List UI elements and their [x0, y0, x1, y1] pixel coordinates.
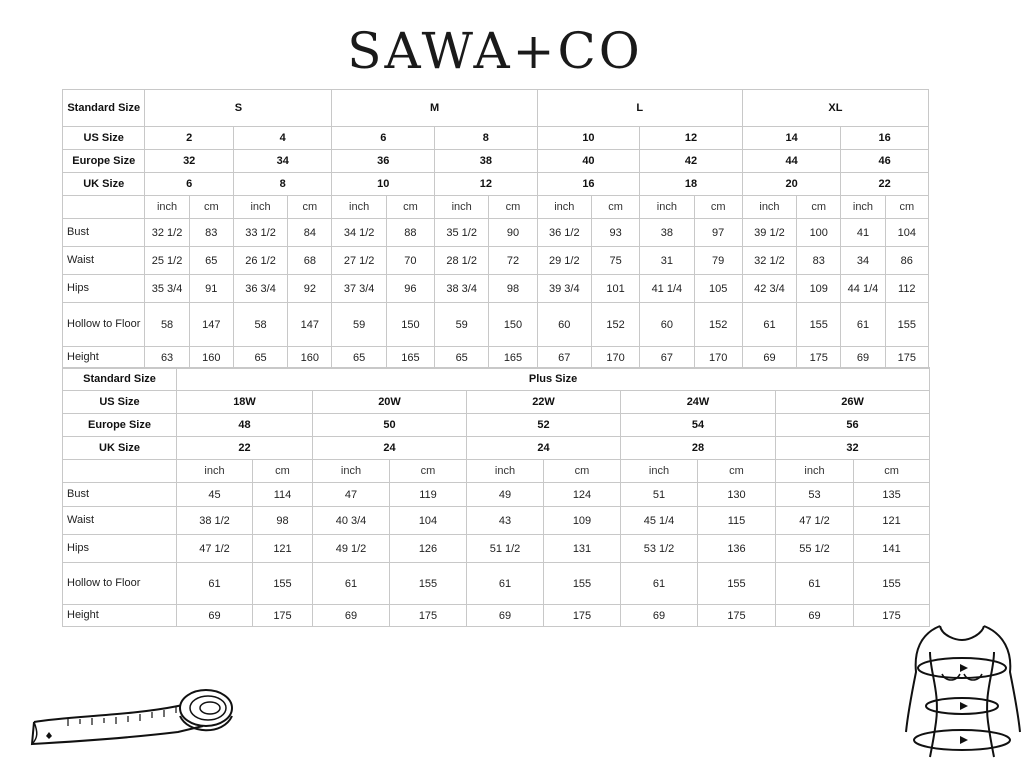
- size-cell: 48: [177, 414, 313, 437]
- measurement-value: 69: [742, 347, 796, 369]
- measurement-row: [63, 219, 929, 247]
- group-header-row: [63, 90, 929, 127]
- measurement-value: 39 1/2: [742, 219, 796, 247]
- unit-cm: cm: [591, 196, 639, 219]
- measurement-value: 39 3/4: [537, 275, 591, 303]
- measurement-value: 25 1/2: [145, 247, 189, 275]
- measurement-value: 59: [435, 303, 489, 347]
- size-cell: 40: [537, 150, 640, 173]
- unit-inch: inch: [435, 196, 489, 219]
- size-cell: 6: [332, 127, 435, 150]
- size-chart-plus: [62, 367, 930, 627]
- measurement-value: 100: [797, 219, 841, 247]
- measurement-value: 165: [386, 347, 434, 369]
- size-cell: 42: [640, 150, 743, 173]
- measurement-row: [63, 247, 929, 275]
- unit-cm: cm: [694, 196, 742, 219]
- measurement-value: 51 1/2: [467, 535, 544, 563]
- measurement-value: 38 3/4: [435, 275, 489, 303]
- size-cell: 32: [776, 437, 930, 460]
- measurement-value: 61: [621, 563, 698, 605]
- measurement-value: 55 1/2: [776, 535, 854, 563]
- unit-inch: inch: [145, 196, 189, 219]
- measurement-value: 155: [253, 563, 313, 605]
- measurement-value: 61: [177, 563, 253, 605]
- measurement-value: 97: [694, 219, 742, 247]
- measurement-value: 61: [742, 303, 796, 347]
- tape-measure-icon: [28, 686, 238, 748]
- measurement-value: 109: [797, 275, 841, 303]
- size-cell: 8: [435, 127, 538, 150]
- measurement-value: 53 1/2: [621, 535, 698, 563]
- measurement-value: 70: [386, 247, 434, 275]
- measurement-row: [63, 563, 930, 605]
- measurement-value: 32 1/2: [742, 247, 796, 275]
- measurement-value: 34 1/2: [332, 219, 386, 247]
- group-xl: XL: [742, 90, 928, 127]
- measurement-value: 63: [145, 347, 189, 369]
- size-cell: 10: [537, 127, 640, 150]
- group-header-row: [63, 368, 930, 391]
- unit-inch: inch: [742, 196, 796, 219]
- measurement-value: 34: [841, 247, 885, 275]
- measurement-value: 69: [776, 605, 854, 627]
- measurement-value: 53: [776, 483, 854, 507]
- measurement-value: 28 1/2: [435, 247, 489, 275]
- unit-cm: cm: [288, 196, 332, 219]
- measurement-value: 124: [544, 483, 621, 507]
- size-cell: 6: [145, 173, 233, 196]
- size-cell: 18: [640, 173, 743, 196]
- measurement-value: 32 1/2: [145, 219, 189, 247]
- measurement-value: 152: [694, 303, 742, 347]
- measurement-value: 175: [698, 605, 776, 627]
- measurement-value: 170: [694, 347, 742, 369]
- measurement-row: [63, 605, 930, 627]
- measurement-value: 92: [288, 275, 332, 303]
- measurement-label: Hips: [63, 275, 145, 303]
- measurement-value: 69: [177, 605, 253, 627]
- measurement-row: [63, 275, 929, 303]
- measurement-value: 45: [177, 483, 253, 507]
- measurement-value: 136: [698, 535, 776, 563]
- measurement-value: 72: [489, 247, 537, 275]
- size-cell: 56: [776, 414, 930, 437]
- measurement-value: 65: [233, 347, 287, 369]
- measurement-value: 26 1/2: [233, 247, 287, 275]
- measurement-value: 152: [591, 303, 639, 347]
- measurement-label: Height: [63, 347, 145, 369]
- measurement-value: 88: [386, 219, 434, 247]
- measurement-value: 155: [885, 303, 928, 347]
- size-cell: 32: [145, 150, 233, 173]
- units-blank: [63, 196, 145, 219]
- size-cell: 34: [233, 150, 332, 173]
- row-label: US Size: [63, 391, 177, 414]
- measurement-value: 47: [313, 483, 390, 507]
- measurement-value: 112: [885, 275, 928, 303]
- measurement-value: 33 1/2: [233, 219, 287, 247]
- measurement-value: 47 1/2: [776, 507, 854, 535]
- measurement-value: 69: [467, 605, 544, 627]
- measurement-value: 175: [544, 605, 621, 627]
- measurement-value: 61: [776, 563, 854, 605]
- unit-cm: cm: [698, 460, 776, 483]
- measurement-value: 150: [489, 303, 537, 347]
- size-cell: 16: [841, 127, 929, 150]
- us-size-row: [63, 391, 930, 414]
- size-cell: 20: [742, 173, 841, 196]
- body-measurement-icon: [900, 622, 1022, 762]
- measurement-value: 35 1/2: [435, 219, 489, 247]
- measurement-value: 61: [467, 563, 544, 605]
- measurement-value: 59: [332, 303, 386, 347]
- measurement-value: 45 1/4: [621, 507, 698, 535]
- unit-cm: cm: [885, 196, 928, 219]
- measurement-value: 141: [854, 535, 930, 563]
- uk-size-row: [63, 173, 929, 196]
- unit-inch: inch: [640, 196, 694, 219]
- unit-cm: cm: [390, 460, 467, 483]
- measurement-value: 65: [435, 347, 489, 369]
- measurement-value: 41: [841, 219, 885, 247]
- unit-inch: inch: [621, 460, 698, 483]
- measurement-value: 36 3/4: [233, 275, 287, 303]
- measurement-value: 68: [288, 247, 332, 275]
- measurement-value: 101: [591, 275, 639, 303]
- row-label: UK Size: [63, 173, 145, 196]
- measurement-value: 119: [390, 483, 467, 507]
- europe-size-row: [63, 414, 930, 437]
- measurement-value: 98: [253, 507, 313, 535]
- measurement-label: Waist: [63, 247, 145, 275]
- measurement-value: 65: [332, 347, 386, 369]
- row-label: Europe Size: [63, 414, 177, 437]
- unit-inch: inch: [177, 460, 253, 483]
- measurement-value: 160: [288, 347, 332, 369]
- size-cell: 20W: [313, 391, 467, 414]
- measurement-value: 37 3/4: [332, 275, 386, 303]
- measurement-value: 41 1/4: [640, 275, 694, 303]
- measurement-value: 165: [489, 347, 537, 369]
- measurement-value: 93: [591, 219, 639, 247]
- unit-cm: cm: [854, 460, 930, 483]
- measurement-value: 44 1/4: [841, 275, 885, 303]
- measurement-label: Bust: [63, 219, 145, 247]
- measurement-value: 35 3/4: [145, 275, 189, 303]
- measurement-value: 175: [253, 605, 313, 627]
- measurement-value: 96: [386, 275, 434, 303]
- size-cell: 12: [640, 127, 743, 150]
- measurement-row: [63, 303, 929, 347]
- units-row: [63, 460, 930, 483]
- size-cell: 10: [332, 173, 435, 196]
- measurement-value: 90: [489, 219, 537, 247]
- measurement-value: 38 1/2: [177, 507, 253, 535]
- size-cell: 24: [467, 437, 621, 460]
- unit-inch: inch: [776, 460, 854, 483]
- measurement-label: Hips: [63, 535, 177, 563]
- measurement-value: 29 1/2: [537, 247, 591, 275]
- size-cell: 46: [841, 150, 929, 173]
- measurement-value: 58: [145, 303, 189, 347]
- measurement-value: 86: [885, 247, 928, 275]
- measurement-value: 65: [189, 247, 233, 275]
- measurement-value: 147: [189, 303, 233, 347]
- measurement-value: 38: [640, 219, 694, 247]
- unit-cm: cm: [544, 460, 621, 483]
- measurement-value: 40 3/4: [313, 507, 390, 535]
- standard-size-label: Standard Size: [63, 368, 177, 391]
- size-cell: 22W: [467, 391, 621, 414]
- measurement-value: 175: [390, 605, 467, 627]
- uk-size-row: [63, 437, 930, 460]
- size-cell: 24: [313, 437, 467, 460]
- measurement-value: 155: [854, 563, 930, 605]
- size-cell: 28: [621, 437, 776, 460]
- measurement-value: 121: [854, 507, 930, 535]
- measurement-row: [63, 347, 929, 369]
- europe-size-row: [63, 150, 929, 173]
- measurement-value: 131: [544, 535, 621, 563]
- measurement-value: 69: [841, 347, 885, 369]
- measurement-value: 47 1/2: [177, 535, 253, 563]
- measurement-value: 155: [390, 563, 467, 605]
- unit-inch: inch: [313, 460, 390, 483]
- group-s: S: [145, 90, 332, 127]
- size-cell: 38: [435, 150, 538, 173]
- measurement-value: 60: [640, 303, 694, 347]
- measurement-value: 109: [544, 507, 621, 535]
- unit-inch: inch: [467, 460, 544, 483]
- size-cell: 2: [145, 127, 233, 150]
- measurement-value: 49 1/2: [313, 535, 390, 563]
- unit-cm: cm: [253, 460, 313, 483]
- size-cell: 22: [177, 437, 313, 460]
- measurement-value: 49: [467, 483, 544, 507]
- size-cell: 24W: [621, 391, 776, 414]
- measurement-value: 126: [390, 535, 467, 563]
- measurement-value: 36 1/2: [537, 219, 591, 247]
- measurement-value: 51: [621, 483, 698, 507]
- measurement-value: 79: [694, 247, 742, 275]
- size-cell: 36: [332, 150, 435, 173]
- measurement-label: Hollow to Floor: [63, 303, 145, 347]
- measurement-value: 42 3/4: [742, 275, 796, 303]
- size-cell: 18W: [177, 391, 313, 414]
- measurement-value: 84: [288, 219, 332, 247]
- measurement-value: 61: [313, 563, 390, 605]
- size-cell: 50: [313, 414, 467, 437]
- measurement-value: 115: [698, 507, 776, 535]
- measurement-value: 155: [797, 303, 841, 347]
- measurement-value: 175: [854, 605, 930, 627]
- measurement-label: Bust: [63, 483, 177, 507]
- size-chart-standard: [62, 89, 929, 369]
- unit-cm: cm: [797, 196, 841, 219]
- standard-size-label: Standard Size: [63, 90, 145, 127]
- size-cell: 44: [742, 150, 841, 173]
- measurement-label: Waist: [63, 507, 177, 535]
- measurement-value: 170: [591, 347, 639, 369]
- units-blank: [63, 460, 177, 483]
- measurement-value: 60: [537, 303, 591, 347]
- measurement-value: 69: [621, 605, 698, 627]
- size-cell: 22: [841, 173, 929, 196]
- measurement-value: 105: [694, 275, 742, 303]
- measurement-value: 61: [841, 303, 885, 347]
- size-cell: 4: [233, 127, 332, 150]
- measurement-value: 98: [489, 275, 537, 303]
- unit-cm: cm: [489, 196, 537, 219]
- measurement-value: 175: [885, 347, 928, 369]
- measurement-value: 175: [797, 347, 841, 369]
- measurement-value: 135: [854, 483, 930, 507]
- measurement-value: 114: [253, 483, 313, 507]
- size-cell: 14: [742, 127, 841, 150]
- measurement-row: [63, 507, 930, 535]
- size-cell: 12: [435, 173, 538, 196]
- unit-cm: cm: [386, 196, 434, 219]
- measurement-value: 91: [189, 275, 233, 303]
- unit-inch: inch: [537, 196, 591, 219]
- row-label: Europe Size: [63, 150, 145, 173]
- brand-logo: SAWA+CO: [347, 22, 643, 80]
- unit-inch: inch: [841, 196, 885, 219]
- row-label: UK Size: [63, 437, 177, 460]
- size-cell: 16: [537, 173, 640, 196]
- unit-inch: inch: [233, 196, 287, 219]
- measurement-value: 83: [797, 247, 841, 275]
- group-m: M: [332, 90, 537, 127]
- unit-inch: inch: [332, 196, 386, 219]
- measurement-value: 83: [189, 219, 233, 247]
- measurement-label: Hollow to Floor: [63, 563, 177, 605]
- size-cell: 54: [621, 414, 776, 437]
- measurement-value: 58: [233, 303, 287, 347]
- unit-cm: cm: [189, 196, 233, 219]
- group-plus-size: Plus Size: [177, 368, 930, 391]
- measurement-value: 121: [253, 535, 313, 563]
- measurement-label: Height: [63, 605, 177, 627]
- measurement-value: 147: [288, 303, 332, 347]
- size-cell: 26W: [776, 391, 930, 414]
- measurement-value: 69: [313, 605, 390, 627]
- measurement-value: 67: [537, 347, 591, 369]
- measurement-value: 31: [640, 247, 694, 275]
- measurement-value: 155: [544, 563, 621, 605]
- measurement-value: 27 1/2: [332, 247, 386, 275]
- measurement-value: 104: [390, 507, 467, 535]
- measurement-value: 160: [189, 347, 233, 369]
- measurement-value: 130: [698, 483, 776, 507]
- measurement-row: [63, 483, 930, 507]
- measurement-value: 43: [467, 507, 544, 535]
- us-size-row: [63, 127, 929, 150]
- size-cell: 8: [233, 173, 332, 196]
- measurement-value: 150: [386, 303, 434, 347]
- measurement-value: 104: [885, 219, 928, 247]
- units-row: [63, 196, 929, 219]
- group-l: L: [537, 90, 742, 127]
- measurement-value: 75: [591, 247, 639, 275]
- measurement-value: 67: [640, 347, 694, 369]
- measurement-value: 155: [698, 563, 776, 605]
- measurement-row: [63, 535, 930, 563]
- size-cell: 52: [467, 414, 621, 437]
- row-label: US Size: [63, 127, 145, 150]
